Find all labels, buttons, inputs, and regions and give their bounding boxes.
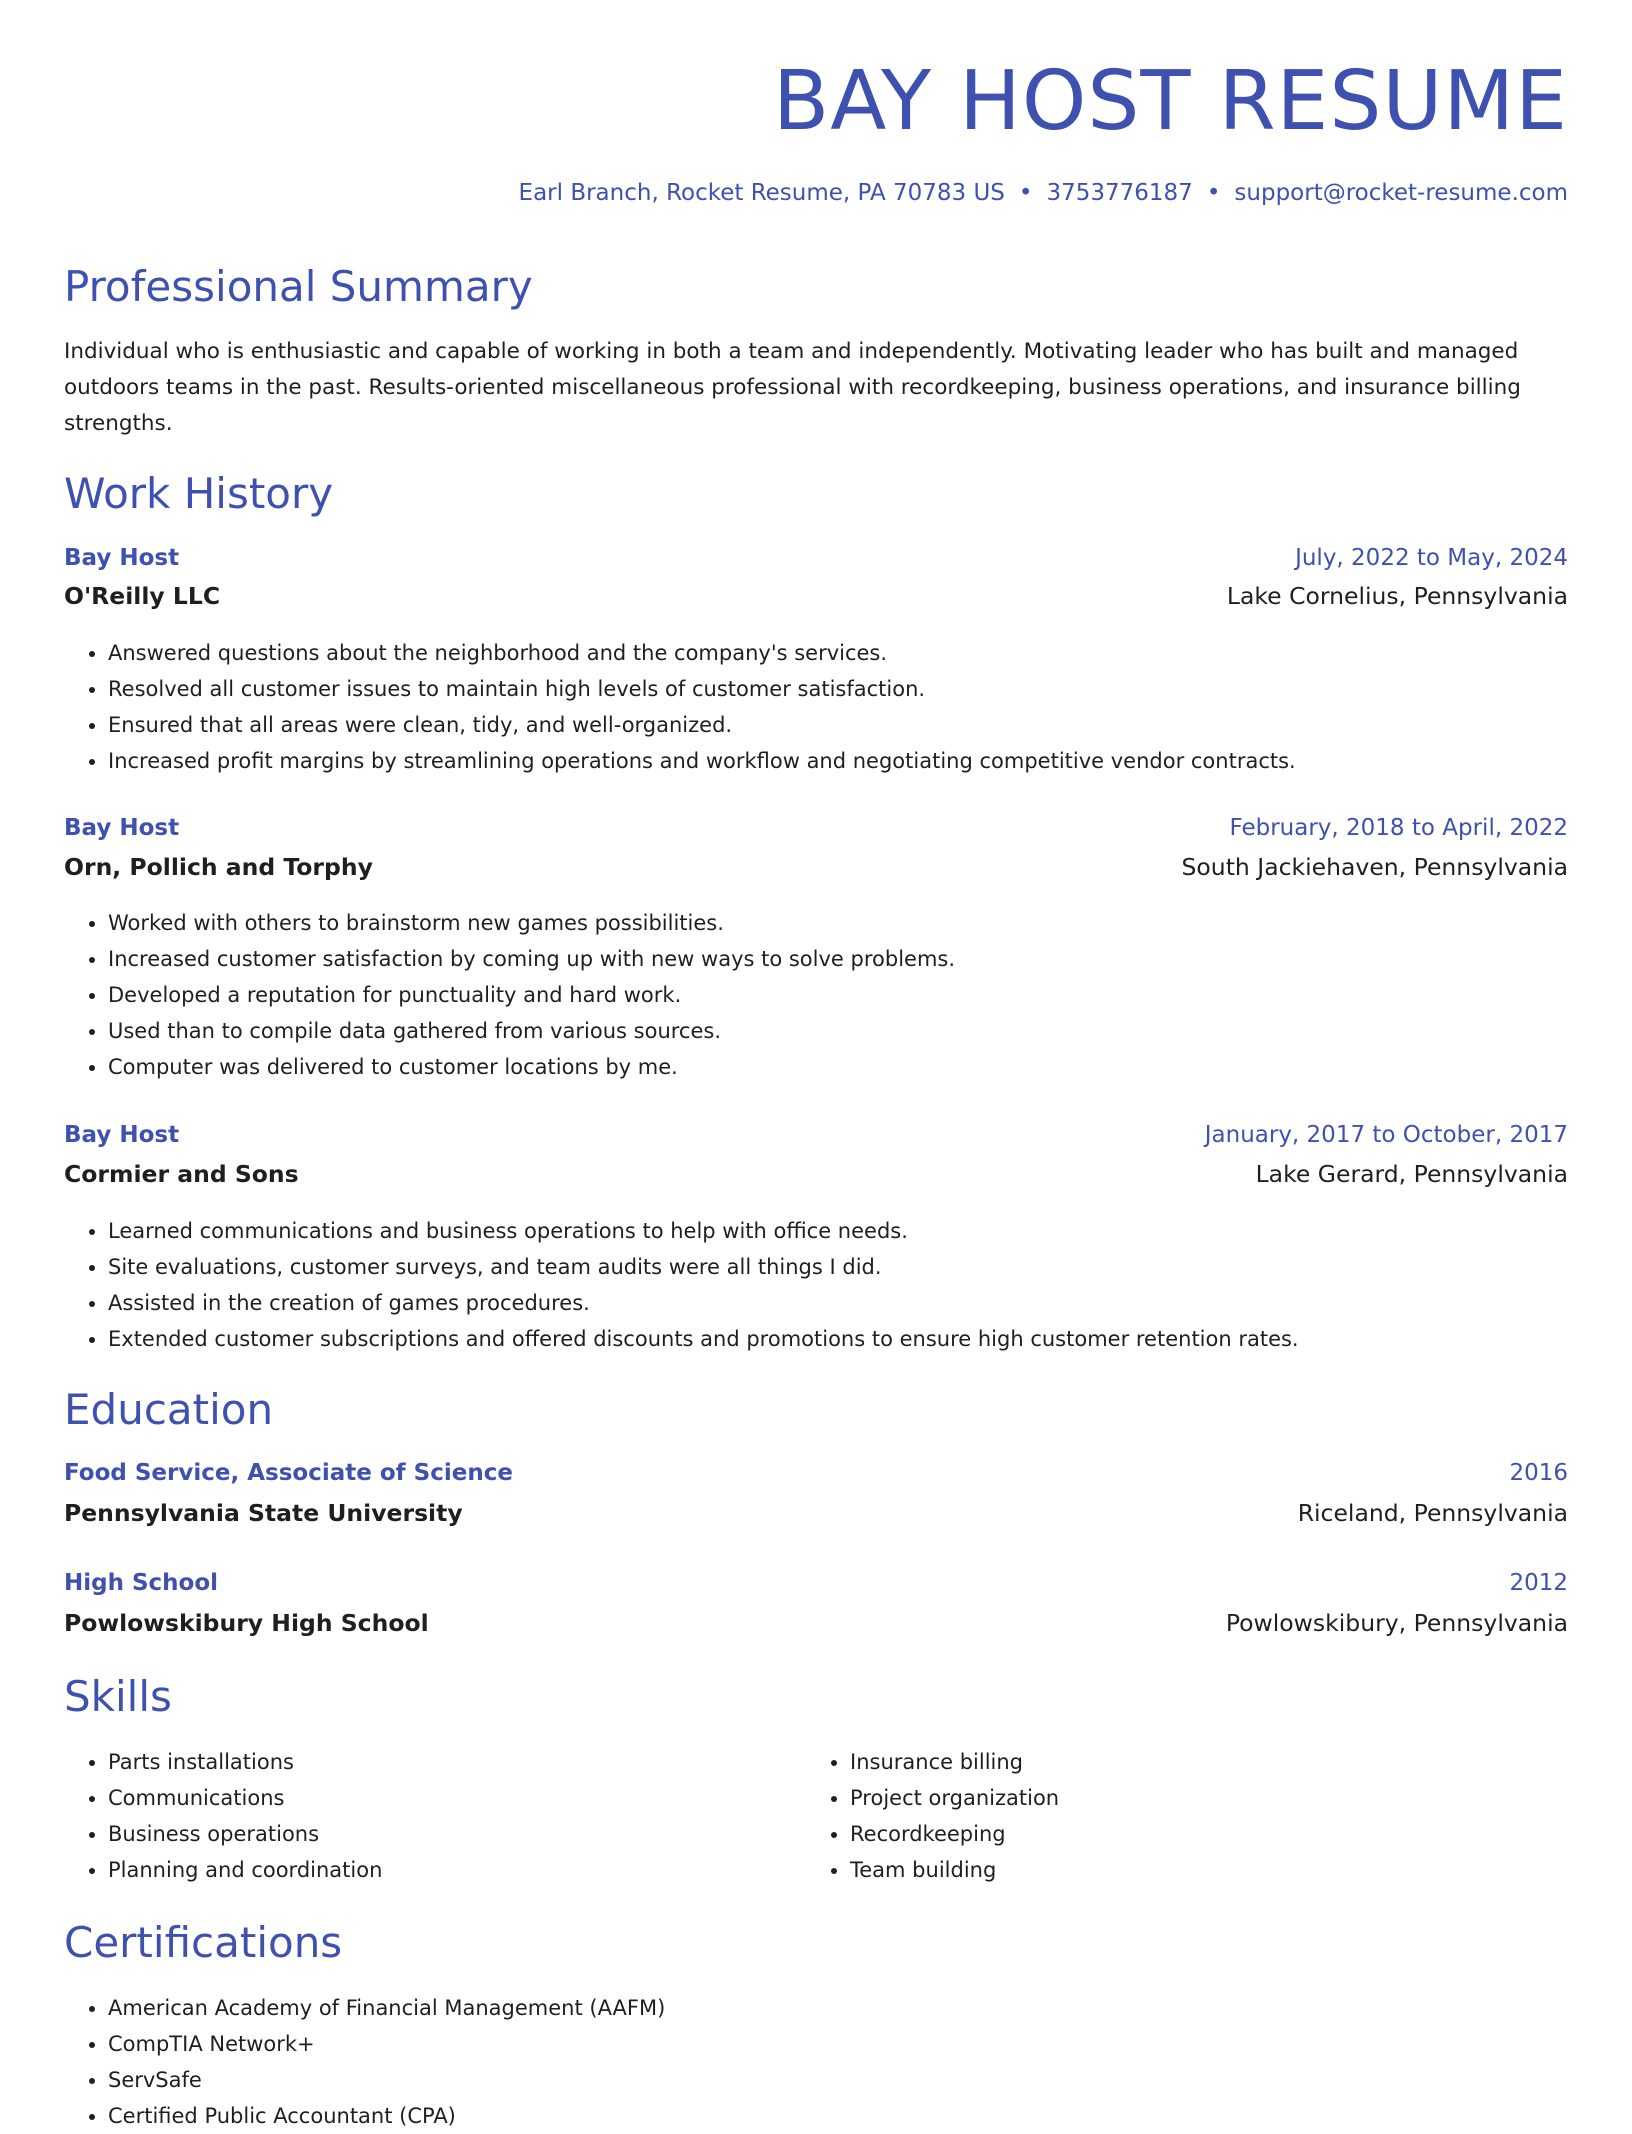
skill-item: • Project organization xyxy=(850,1780,1550,1816)
list-item: • Worked with others to brainstorm new games possibilities. xyxy=(108,905,955,941)
list-item: • Increased customer satisfaction by coming up with new ways to solve problems. xyxy=(108,941,955,977)
job-subheader xyxy=(64,853,1568,881)
job-subheader xyxy=(64,582,1568,610)
job-title: Bay Host xyxy=(64,545,180,571)
contact-email[interactable]: support@rocket-resume.com xyxy=(1234,180,1568,206)
job-bullets xyxy=(64,905,955,1085)
list-item: • Developed a reputation for punctuality and hard work. xyxy=(108,977,955,1013)
certification-item: • CompTIA Network+ xyxy=(108,2026,665,2062)
certification-item: • ServSafe xyxy=(108,2062,665,2098)
list-item: • Resolved all customer issues to maintain high levels of customer satisfaction. xyxy=(108,671,1296,707)
skill-item: • Parts installations xyxy=(108,1744,808,1780)
job-dates: July, 2022 to May, 2024 xyxy=(1295,545,1568,571)
education-school: Pennsylvania State University xyxy=(64,1499,463,1527)
job-title: Bay Host xyxy=(64,815,180,841)
skills-list-left xyxy=(64,1744,808,1888)
contact-phone[interactable]: 3753776187 xyxy=(1046,180,1193,206)
certifications-heading: Certifications xyxy=(64,1918,343,1967)
job-location: Lake Gerard, Pennsylvania xyxy=(1255,1160,1568,1188)
education-degree: Food Service, Associate of Science xyxy=(64,1460,513,1486)
education-header xyxy=(64,1570,1568,1596)
education-degree: High School xyxy=(64,1570,219,1596)
contact-address: Earl Branch, Rocket Resume, PA 70783 US xyxy=(518,180,1005,206)
education-school: Powlowskibury High School xyxy=(64,1609,429,1637)
list-item: • Computer was delivered to customer locations by me. xyxy=(108,1049,955,1085)
work-history-heading: Work History xyxy=(64,469,334,518)
job-employer: Orn, Pollich and Torphy xyxy=(64,853,373,881)
job-employer: O'Reilly LLC xyxy=(64,582,221,610)
skill-item: • Communications xyxy=(108,1780,808,1816)
job-subheader xyxy=(64,1160,1568,1188)
education-header xyxy=(64,1460,1568,1486)
contact-line xyxy=(519,180,1568,206)
list-item: • Assisted in the creation of games procedures. xyxy=(108,1285,1299,1321)
job-bullets xyxy=(64,635,1296,779)
job-dates: February, 2018 to April, 2022 xyxy=(1229,815,1568,841)
skill-item: • Business operations xyxy=(108,1816,808,1852)
skill-item: • Team building xyxy=(850,1852,1550,1888)
certifications-list xyxy=(64,1990,665,2134)
list-item: • Used than to compile data gathered from various sources. xyxy=(108,1013,955,1049)
contact-separator: • xyxy=(1206,180,1221,206)
job-employer: Cormier and Sons xyxy=(64,1160,299,1188)
list-item: • Learned communications and business operations to help with office needs. xyxy=(108,1213,1299,1249)
education-year: 2012 xyxy=(1509,1570,1568,1596)
list-item: • Answered questions about the neighborhood and the company's services. xyxy=(108,635,1296,671)
list-item: • Site evaluations, customer surveys, and team audits were all things I did. xyxy=(108,1249,1299,1285)
job-bullets xyxy=(64,1213,1299,1357)
education-location: Riceland, Pennsylvania xyxy=(1297,1499,1568,1527)
skill-item: • Insurance billing xyxy=(850,1744,1550,1780)
list-item: • Ensured that all areas were clean, tidy, and well-organized. xyxy=(108,707,1296,743)
job-location: South Jackiehaven, Pennsylvania xyxy=(1181,853,1568,881)
education-location: Powlowskibury, Pennsylvania xyxy=(1225,1609,1568,1637)
skill-item: • Planning and coordination xyxy=(108,1852,808,1888)
education-year: 2016 xyxy=(1509,1460,1568,1486)
job-title: Bay Host xyxy=(64,1122,180,1148)
skill-item: • Recordkeeping xyxy=(850,1816,1550,1852)
summary-heading: Professional Summary xyxy=(64,262,533,311)
job-dates: January, 2017 to October, 2017 xyxy=(1204,1122,1568,1148)
skills-list-right xyxy=(806,1744,1550,1888)
job-header xyxy=(64,1122,1568,1148)
resume-name: BAY HOST RESUME xyxy=(773,54,1568,149)
education-subheader xyxy=(64,1609,1568,1637)
job-header xyxy=(64,545,1568,571)
list-item: • Increased profit margins by streamlining operations and workflow and negotiating competitive vendor contracts. xyxy=(108,743,1296,779)
education-subheader xyxy=(64,1499,1568,1527)
summary-text: Individual who is enthusiastic and capable of working in both a team and independently. Motivating leader who has built and managed outdoors teams in the past. Results-oriented miscellaneous professional with recordkeeping, business operations, and insurance billing strengths. xyxy=(64,339,1521,436)
job-header xyxy=(64,815,1568,841)
education-heading: Education xyxy=(64,1385,274,1434)
skills-heading: Skills xyxy=(64,1672,172,1721)
job-location: Lake Cornelius, Pennsylvania xyxy=(1226,582,1568,610)
certification-item: • Certified Public Accountant (CPA) xyxy=(108,2098,665,2134)
list-item: • Extended customer subscriptions and offered discounts and promotions to ensure high customer retention rates. xyxy=(108,1321,1299,1357)
certification-item: • American Academy of Financial Management (AAFM) xyxy=(108,1990,665,2026)
contact-separator: • xyxy=(1018,180,1033,206)
